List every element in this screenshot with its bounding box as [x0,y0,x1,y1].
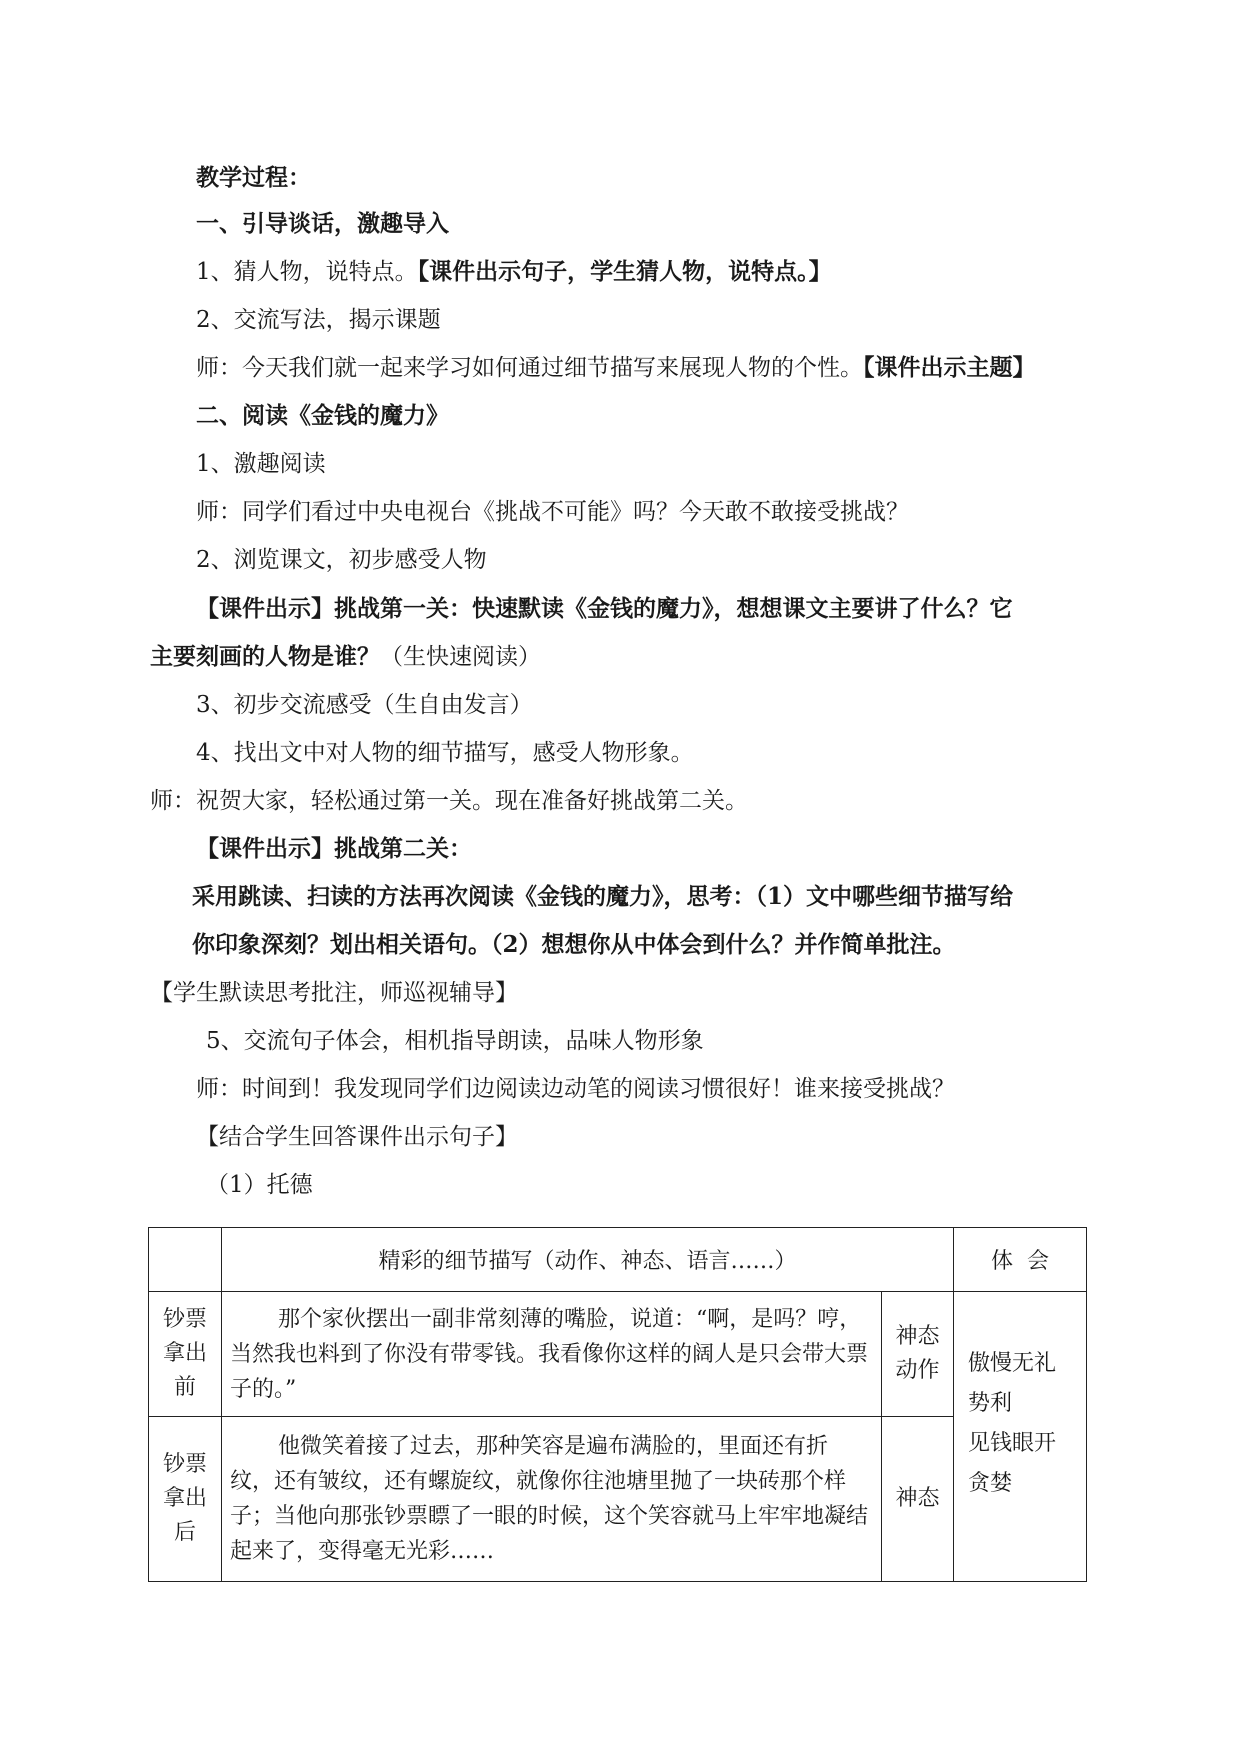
section1-heading: 一、引导谈话，激趣导入 [196,210,449,237]
category-line: 前 [173,1375,196,1400]
section2-item3: 3、初步交流感受（生自由发言） [196,692,533,718]
section1-item2: 2、交流写法，揭示课题 [196,307,441,333]
category-line: 拿出 [162,1486,207,1511]
header-desc-cell: 精彩的细节描写（动作、神态、语言……） [222,1228,954,1292]
category-line: 钞票 [162,1307,207,1332]
subhead-tuode: （1）托德 [206,1172,313,1198]
courseware-note: 【课件出示主题】 [863,354,1036,381]
feeling-item: 见钱眼开 [968,1431,1057,1456]
tag-cell [882,1292,954,1417]
description-cell [222,1417,882,1582]
category-line: 钞票 [162,1452,207,1477]
feeling-item: 傲慢无礼 [968,1351,1057,1376]
detail-description-table [148,1227,1087,1582]
section2-item4: 4、找出文中对人物的细节描写，感受人物形象。 [196,740,694,766]
category-cell [149,1292,222,1417]
challenge1-line1: 【课件出示】挑战第一关：快速默读《金钱的魔力》，想想课文主要讲了什么？它 [196,595,1013,622]
tag-cell [882,1417,954,1582]
page-title: 教学过程： [196,164,311,191]
feeling-cell [954,1292,1087,1582]
tag-label: 神态 [895,1324,940,1349]
header-feel-cell: 体 会 [954,1228,1087,1292]
category-line: 后 [173,1520,196,1545]
feeling-item: 贪婪 [968,1471,1013,1496]
teacher-text: 师：今天我们就一起来学习如何通过细节描写来展现人物的个性。 [196,355,863,381]
section2-teacher3: 师：时间到！我发现同学们边阅读边动笔的阅读习惯很好！谁来接受挑战？ [196,1076,955,1102]
table-row [149,1292,1087,1417]
category-cell [149,1417,222,1582]
tag-label: 动作 [895,1358,940,1383]
header-blank-cell [149,1228,222,1292]
feeling-item: 势利 [968,1391,1013,1416]
category-line: 拿出 [162,1341,207,1366]
section2-heading: 二、阅读《金钱的魔力》 [196,402,449,429]
challenge2-heading: 【课件出示】挑战第二关： [196,835,472,862]
section1-teacher [196,353,1036,383]
challenge2-line1: 采用跳读、扫读的方法再次阅读《金钱的魔力》，思考：（1）文中哪些细节描写给 [192,883,1014,910]
table-header-row [149,1228,1087,1292]
section2-item2: 2、浏览课文，初步感受人物 [196,547,487,573]
section2-teacher2: 师：祝贺大家，轻松通过第一关。现在准备好挑战第二关。 [150,788,748,814]
section2-teacher1: 师：同学们看过中央电视台《挑战不可能》吗？今天敢不敢接受挑战？ [196,499,909,525]
tag-label: 神态 [895,1486,940,1511]
student-note: 【学生默读思考批注，师巡视辅导】 [150,980,518,1006]
description-text: 他微笑着接了过去，那种笑容是遍布满脸的，里面还有折纹，还有皱纹，还有螺旋纹，就像你往池塘里抛了一块砖那个样子；当他向那张钞票瞟了一眼的时候，这个笑容就马上牢牢地凝结起来了，变得毫无光彩…… [230,1434,869,1564]
table-row [149,1417,1087,1582]
description-cell [222,1292,882,1417]
section2-item5: 5、交流句子体会，相机指导朗读，品味人物形象 [206,1028,704,1054]
question-text: 主要刻画的人物是谁？ [150,643,380,670]
description-text: 那个家伙摆出一副非常刻薄的嘴脸，说道：“啊，是吗？哼，当然我也料到了你没有带零钱。我看像你这样的阔人是只会带大票子的。” [230,1306,869,1402]
challenge1-line2 [150,642,541,672]
section1-item1 [196,257,832,287]
courseware-note: 【课件出示句子，学生猜人物，说特点。】 [417,258,832,285]
combine-note: 【结合学生回答课件出示句子】 [196,1124,518,1150]
item-text: 1、猜人物，说特点。 [196,259,418,285]
section2-item1: 1、激趣阅读 [196,451,326,477]
challenge2-line2: 你印象深刻？划出相关语句。（2）想想你从中体会到什么？并作简单批注。 [192,931,956,958]
reading-note: （生快速阅读） [380,644,541,670]
